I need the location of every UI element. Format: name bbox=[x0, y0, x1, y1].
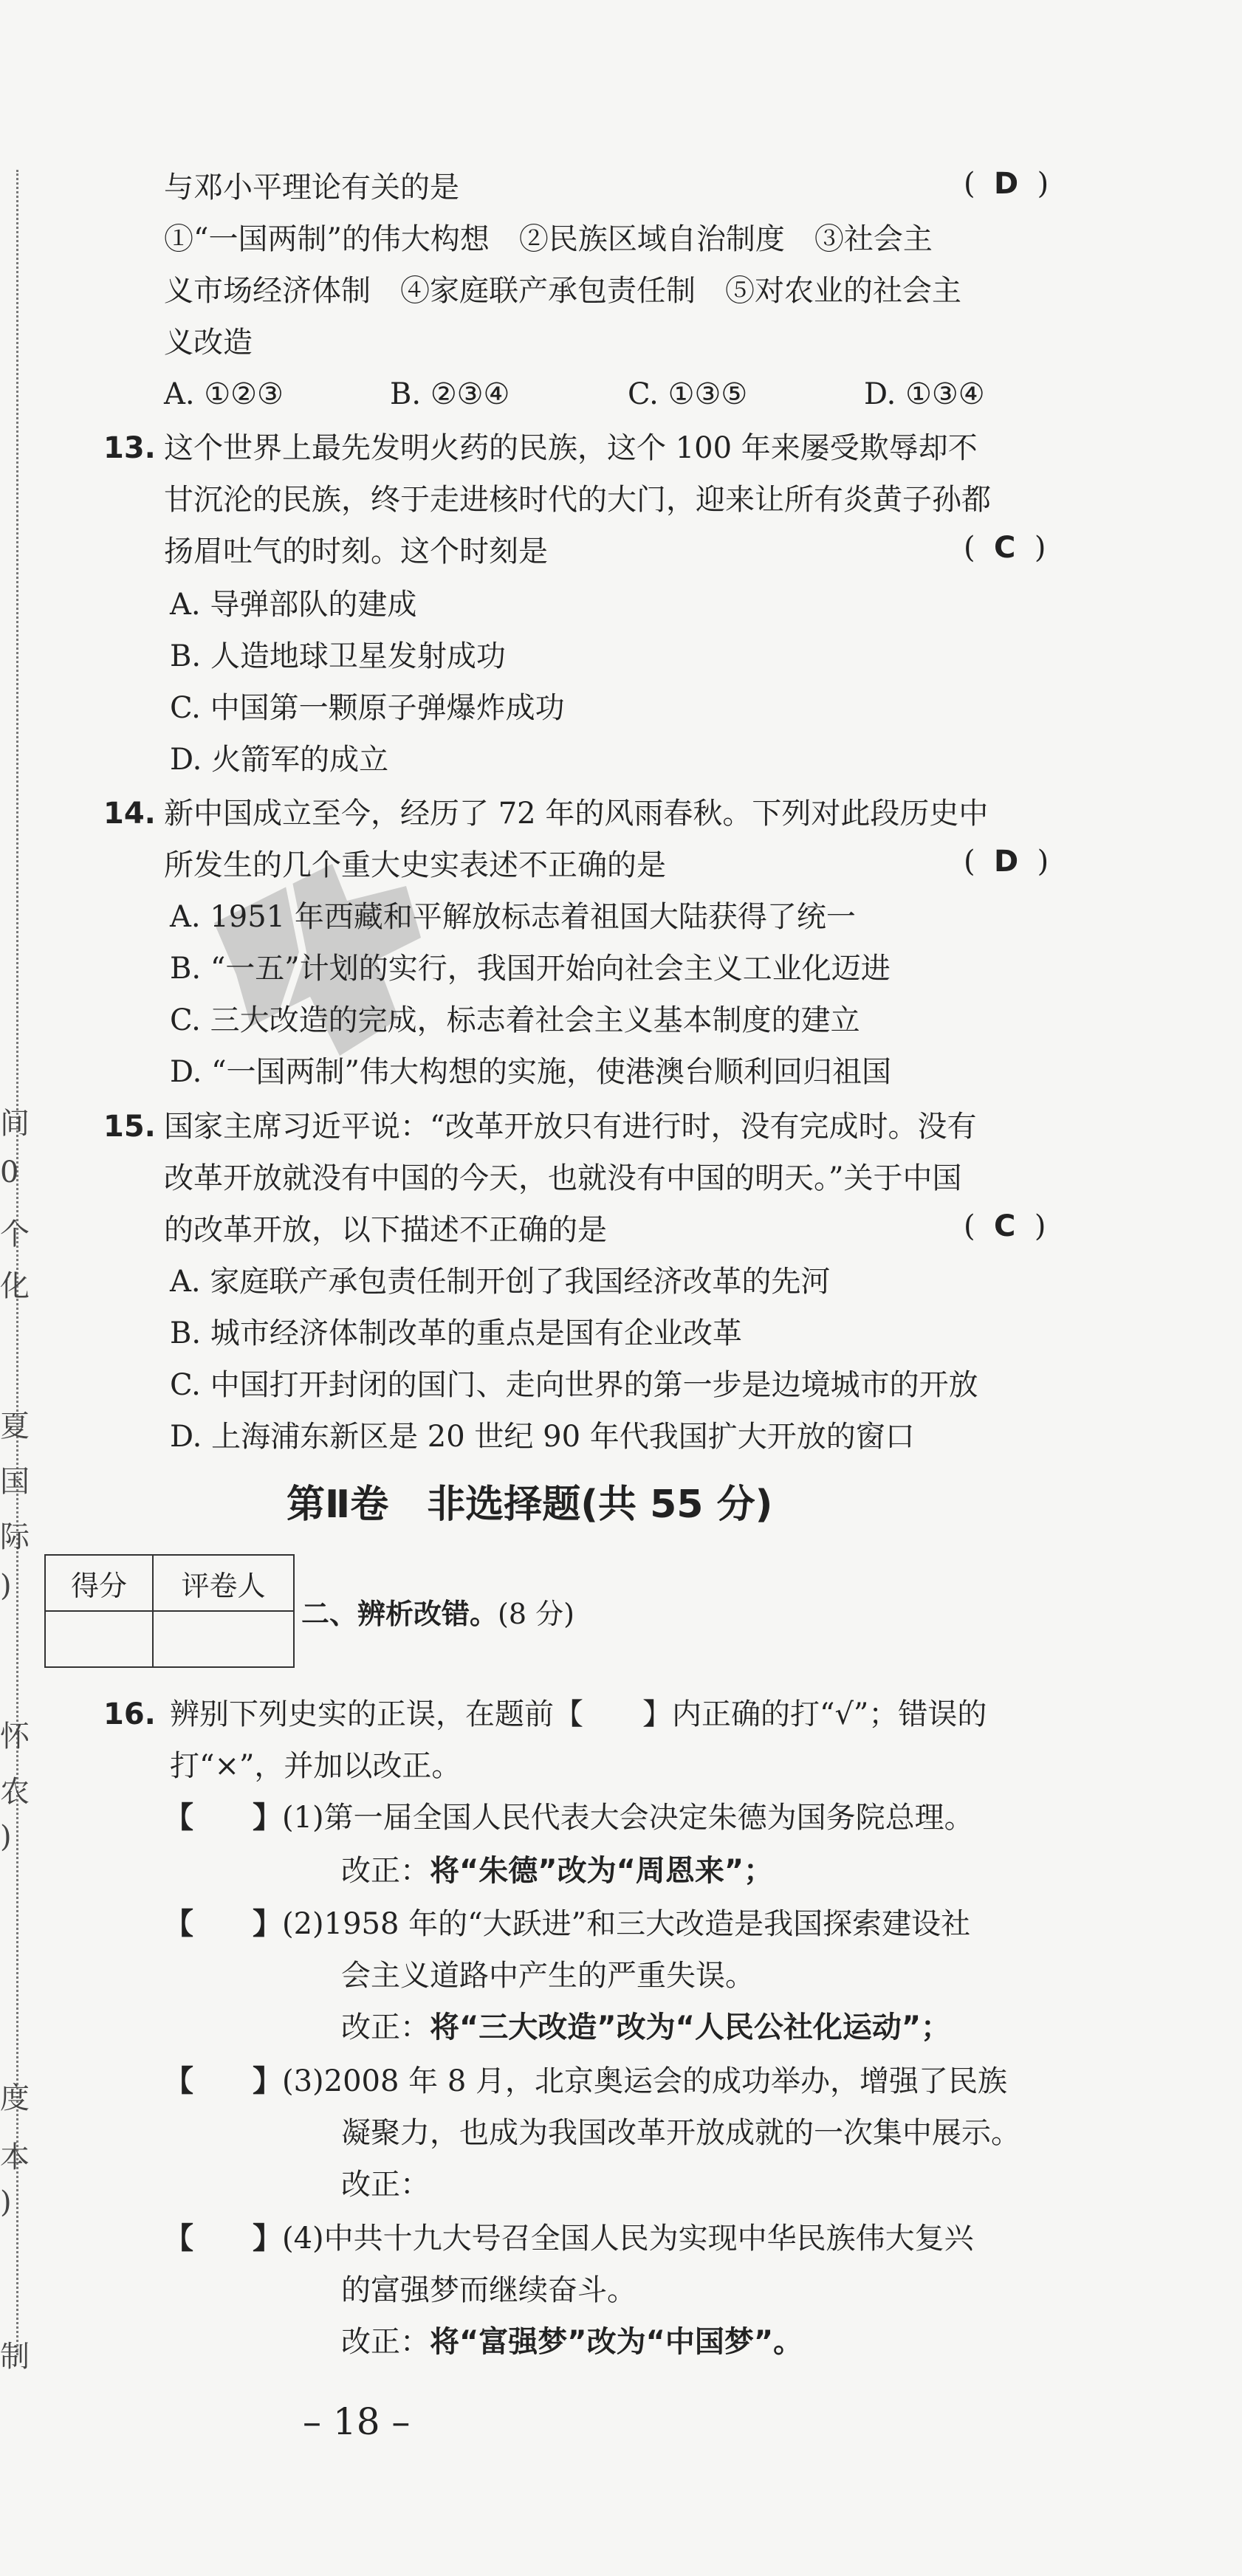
answer: C bbox=[994, 531, 1016, 565]
question-text: 国家主席习近平说：“改革开放只有进行时，没有完成时。没有 bbox=[164, 1110, 977, 1144]
judgement-bracket[interactable]: 【 】 bbox=[164, 2064, 282, 2098]
question-text: 义市场经济体制 ④家庭联产承包责任制 ⑤对农业的社会主 bbox=[164, 274, 961, 308]
option: C. ①③⑤ bbox=[628, 377, 748, 411]
margin-char: 化 bbox=[0, 1269, 30, 1303]
question-text: 的改革开放，以下描述不正确的是 bbox=[164, 1213, 607, 1247]
part-points: (8 分) bbox=[498, 1598, 574, 1630]
option: D. 上海浦东新区是 20 世纪 90 年代我国扩大开放的窗口 bbox=[170, 1420, 915, 1454]
question-text: 与邓小平理论有关的是 bbox=[164, 171, 459, 205]
score-header: 得分 bbox=[45, 1555, 153, 1611]
correction bbox=[341, 1853, 773, 1889]
question-text: 辨别下列史实的正误，在题前【 】内正确的打“√”；错误的 bbox=[170, 1697, 987, 1731]
margin-char: 际 bbox=[0, 1520, 30, 1554]
question-text: ①“一国两制”的伟大构想 ②民族区域自治制度 ③社会主 bbox=[164, 222, 933, 256]
statement-text: (2)1958 年的“大跃进”和三大改造是我国探索建设社 bbox=[282, 1907, 971, 1941]
option: D. 火箭军的成立 bbox=[170, 743, 389, 777]
score-table bbox=[44, 1554, 295, 1668]
correction-answer: 将“朱德”改为“周恩来”； bbox=[430, 1854, 774, 1888]
question-number: 16. bbox=[103, 1697, 156, 1731]
margin-char: 0 bbox=[0, 1155, 19, 1189]
option: C. 三大改造的完成，标志着社会主义基本制度的建立 bbox=[170, 1003, 860, 1037]
answer-bracket: ( C ) bbox=[964, 1209, 1046, 1243]
grader-cell[interactable] bbox=[153, 1611, 294, 1667]
option: D. “一国两制”伟大构想的实施，使港澳台顺利回归祖国 bbox=[170, 1055, 891, 1089]
grader-header: 评卷人 bbox=[153, 1555, 294, 1611]
correction-label: 改正： bbox=[341, 2325, 430, 2359]
option: A. ①②③ bbox=[164, 377, 284, 411]
part-label: 二、辨析改错。 bbox=[301, 1598, 498, 1630]
statement-text: 凝聚力，也成为我国改革开放成就的一次集中展示。 bbox=[341, 2116, 1020, 2150]
margin-char: ) bbox=[0, 1820, 12, 1854]
statement-text: 的富强梦而继续奋斗。 bbox=[341, 2273, 637, 2307]
option: B. ②③④ bbox=[390, 377, 510, 411]
statement-text: (4)中共十九大号召全国人民为实现中华民族伟大复兴 bbox=[282, 2222, 974, 2256]
correction-label: 改正： bbox=[341, 2010, 430, 2044]
answer-bracket: ( D ) bbox=[964, 845, 1049, 879]
option: C. 中国打开封闭的国门、走向世界的第一步是边境城市的开放 bbox=[170, 1368, 978, 1402]
option: B. 人造地球卫星发射成功 bbox=[170, 639, 506, 673]
page-number: – 18 – bbox=[303, 2400, 411, 2443]
question-text: 打“×”，并加以改正。 bbox=[170, 1749, 462, 1783]
question-text: 义改造 bbox=[164, 326, 253, 360]
statement-text: (1)第一届全国人民代表大会决定朱德为国务院总理。 bbox=[282, 1801, 974, 1835]
margin-char: ) bbox=[0, 2185, 12, 2219]
margin-char: 夏 bbox=[0, 1409, 30, 1443]
judgement-bracket[interactable]: 【 】 bbox=[164, 2221, 282, 2256]
part-heading bbox=[301, 1596, 574, 1632]
question-text: 这个世界上最先发明火药的民族，这个 100 年来屡受欺辱却不 bbox=[164, 431, 978, 465]
margin-char: 间 bbox=[0, 1107, 30, 1141]
margin-char: ) bbox=[0, 1569, 12, 1603]
judgement-bracket[interactable]: 【 】 bbox=[164, 1800, 282, 1835]
option: A. 导弹部队的建成 bbox=[170, 588, 417, 622]
question-number: 13. bbox=[103, 431, 156, 465]
question-text: 新中国成立至今，经历了 72 年的风雨春秋。下列对此段历史中 bbox=[164, 797, 989, 831]
question-text: 所发生的几个重大史实表述不正确的是 bbox=[164, 848, 666, 882]
margin-char: 制 bbox=[0, 2340, 30, 2374]
margin-char: 怀 bbox=[0, 1720, 30, 1754]
question-text: 改革开放就没有中国的今天，也就没有中国的明天。”关于中国 bbox=[164, 1161, 962, 1195]
option: C. 中国第一颗原子弹爆炸成功 bbox=[170, 691, 565, 725]
margin-char: 个 bbox=[0, 1217, 30, 1251]
answer-bracket: ( D ) bbox=[964, 167, 1049, 201]
question-text: 甘沉沦的民族，终于走进核时代的大门，迎来让所有炎黄子孙都 bbox=[164, 483, 991, 517]
answer-bracket: ( C ) bbox=[964, 531, 1046, 565]
statement-text: 会主义道路中产生的严重失误。 bbox=[341, 1959, 755, 1993]
question-number: 15. bbox=[103, 1110, 156, 1144]
question-number: 14. bbox=[103, 797, 156, 831]
correction-label: 改正： bbox=[341, 1854, 430, 1888]
option: B. 城市经济体制改革的重点是国有企业改革 bbox=[170, 1316, 742, 1350]
correction bbox=[341, 2167, 430, 2202]
margin-char: 度 bbox=[0, 2081, 30, 2115]
score-cell[interactable] bbox=[45, 1611, 153, 1667]
correction bbox=[341, 2010, 950, 2045]
section-title: 第Ⅱ卷 非选择题(共 55 分) bbox=[287, 1483, 773, 1527]
question-text: 扬眉吐气的时刻。这个时刻是 bbox=[164, 535, 548, 569]
correction-answer: 将“富强梦”改为“中国梦”。 bbox=[430, 2325, 803, 2359]
answer: D bbox=[994, 167, 1019, 201]
margin-char: 本 bbox=[0, 2140, 30, 2174]
margin-char: 国 bbox=[0, 1465, 30, 1499]
judgement-bracket[interactable]: 【 】 bbox=[164, 1906, 282, 1941]
option: D. ①③④ bbox=[864, 377, 985, 411]
correction-answer: 将“三大改造”改为“人民公社化运动”； bbox=[430, 2010, 951, 2044]
answer: D bbox=[994, 845, 1019, 879]
option: A. 家庭联产承包责任制开创了我国经济改革的先河 bbox=[170, 1265, 831, 1299]
option: B. “一五”计划的实行，我国开始向社会主义工业化迈进 bbox=[170, 952, 891, 986]
answer: C bbox=[994, 1209, 1016, 1243]
option: A. 1951 年西藏和平解放标志着祖国大陆获得了统一 bbox=[170, 900, 856, 934]
correction bbox=[341, 2324, 803, 2360]
statement-text: (3)2008 年 8 月，北京奥运会的成功举办，增强了民族 bbox=[282, 2064, 1008, 2098]
correction-label: 改正： bbox=[341, 2168, 430, 2202]
margin-char: 农 bbox=[0, 1775, 30, 1809]
